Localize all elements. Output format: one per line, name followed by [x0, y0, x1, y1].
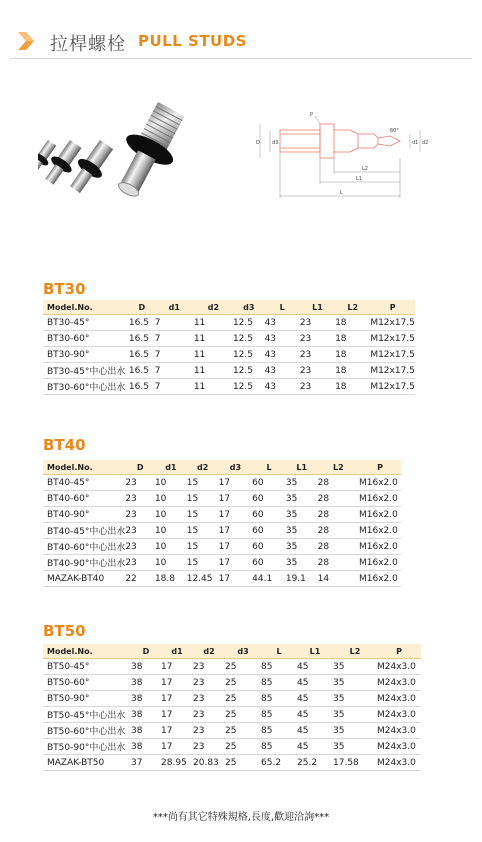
spec-cell: M16x2.0: [359, 555, 401, 571]
dim-label-d1: d1: [412, 140, 419, 146]
spec-cell: 43: [265, 347, 300, 363]
column-header: d1: [155, 300, 194, 315]
spec-cell: 12.5: [233, 363, 265, 379]
model-cell: BT50-90°: [43, 691, 131, 707]
spec-cell: 25: [225, 707, 261, 723]
spec-cell: 23: [193, 707, 225, 723]
spec-cell: M24x3.0: [377, 691, 421, 707]
spec-cell: 28: [318, 523, 359, 539]
spec-cell: 45: [297, 723, 333, 739]
spec-cell: 17.58: [333, 755, 377, 771]
dim-label-D: D: [256, 140, 260, 146]
spec-cell: 11: [194, 347, 233, 363]
spec-cell: 11: [194, 379, 233, 395]
spec-cell: 43: [265, 331, 300, 347]
spec-cell: 23: [300, 363, 335, 379]
dim-label-P: P: [310, 112, 314, 118]
spec-cell: 60: [252, 523, 286, 539]
bt40-spec-table: [43, 460, 401, 587]
column-header: Model.No.: [43, 300, 129, 315]
dim-label-L2: L2: [362, 166, 368, 172]
spec-cell: 17: [219, 571, 253, 587]
spec-cell: 18.8: [155, 571, 187, 587]
spec-cell: 18: [335, 379, 370, 395]
spec-cell: 12.5: [233, 379, 265, 395]
spec-cell: 43: [265, 315, 300, 331]
spec-cell: 65.2: [261, 755, 297, 771]
spec-cell: 23: [193, 723, 225, 739]
spec-cell: 45: [297, 739, 333, 755]
spec-cell: 35: [333, 675, 377, 691]
spec-cell: 35: [333, 707, 377, 723]
spec-cell: 17: [219, 555, 253, 571]
table-header-row: [43, 644, 421, 659]
spec-cell: 11: [194, 331, 233, 347]
spec-cell: 38: [131, 659, 161, 675]
spec-cell: 15: [187, 539, 219, 555]
spec-cell: 25: [225, 755, 261, 771]
model-cell: BT50-45°: [43, 659, 131, 675]
spec-cell: 10: [155, 523, 187, 539]
spec-cell: 18: [335, 347, 370, 363]
spec-cell: 12.5: [233, 315, 265, 331]
table-row: [43, 491, 401, 507]
column-header: Model.No.: [43, 644, 131, 659]
spec-cell: M16x2.0: [359, 507, 401, 523]
model-cell: BT30-60°中心出水: [43, 379, 129, 395]
spec-cell: 60: [252, 507, 286, 523]
spec-cell: M12x17.5: [370, 363, 415, 379]
spec-cell: M12x17.5: [370, 379, 415, 395]
table-header-row: [43, 300, 415, 315]
spec-cell: 11: [194, 363, 233, 379]
spec-cell: 16.5: [129, 347, 155, 363]
spec-cell: 17: [161, 691, 193, 707]
column-header: L1: [300, 300, 335, 315]
spec-cell: 28.95: [161, 755, 193, 771]
spec-cell: 38: [131, 723, 161, 739]
spec-cell: 10: [155, 475, 187, 491]
table-header-row: [43, 460, 401, 475]
spec-cell: 85: [261, 659, 297, 675]
table-row: [43, 675, 421, 691]
spec-cell: 7: [155, 379, 194, 395]
table-row: [43, 475, 401, 491]
spec-cell: 18: [335, 315, 370, 331]
spec-cell: 45: [297, 707, 333, 723]
table-row: [43, 315, 415, 331]
spec-cell: 17: [161, 739, 193, 755]
spec-cell: 12.45: [187, 571, 219, 587]
spec-cell: M24x3.0: [377, 675, 421, 691]
table-row: [43, 723, 421, 739]
table-row: [43, 571, 401, 587]
footer-note: ***尚有其它特殊規格,長度,歡迎洽詢***: [152, 812, 330, 823]
page-title-en: PULL STUDS: [138, 32, 247, 50]
spec-cell: 38: [131, 707, 161, 723]
spec-cell: 10: [155, 539, 187, 555]
spec-cell: 16.5: [129, 331, 155, 347]
spec-cell: 23: [125, 491, 155, 507]
spec-cell: 25: [225, 659, 261, 675]
spec-cell: 28: [318, 555, 359, 571]
spec-cell: 25.2: [297, 755, 333, 771]
column-header: P: [377, 644, 421, 659]
table-row: [43, 539, 401, 555]
model-cell: BT40-45°: [43, 475, 125, 491]
spec-cell: 16.5: [129, 379, 155, 395]
spec-cell: 44.1: [252, 571, 286, 587]
spec-cell: M24x3.0: [377, 723, 421, 739]
spec-cell: 45: [297, 691, 333, 707]
column-header: L1: [297, 644, 333, 659]
header-divider: [10, 58, 472, 59]
column-header: d1: [161, 644, 193, 659]
pull-stud-technical-drawing: [250, 110, 450, 210]
spec-cell: M12x17.5: [370, 315, 415, 331]
spec-cell: 35: [286, 555, 318, 571]
spec-cell: 15: [187, 491, 219, 507]
column-header: P: [359, 460, 401, 475]
model-cell: BT30-90°: [43, 347, 129, 363]
spec-cell: 23: [125, 555, 155, 571]
spec-cell: M12x17.5: [370, 347, 415, 363]
spec-cell: 35: [286, 507, 318, 523]
spec-cell: 14: [318, 571, 359, 587]
spec-cell: 7: [155, 315, 194, 331]
spec-cell: 35: [286, 475, 318, 491]
spec-cell: 23: [125, 507, 155, 523]
spec-cell: 45: [297, 675, 333, 691]
spec-cell: 7: [155, 363, 194, 379]
model-cell: BT30-45°中心出水: [43, 363, 129, 379]
spec-cell: M16x2.0: [359, 475, 401, 491]
model-cell: BT50-90°中心出水: [43, 739, 131, 755]
model-cell: BT30-45°: [43, 315, 129, 331]
spec-cell: 23: [193, 739, 225, 755]
spec-cell: 85: [261, 707, 297, 723]
spec-cell: 16.5: [129, 315, 155, 331]
table-row: [43, 523, 401, 539]
spec-cell: 15: [187, 507, 219, 523]
spec-cell: 45: [297, 659, 333, 675]
spec-cell: 60: [252, 475, 286, 491]
dim-label-angle: 60°: [390, 128, 399, 134]
spec-cell: 37: [131, 755, 161, 771]
table-row: [43, 739, 421, 755]
spec-cell: 38: [131, 691, 161, 707]
column-header: L: [265, 300, 300, 315]
model-cell: BT50-60°: [43, 675, 131, 691]
column-header: L: [261, 644, 297, 659]
model-cell: BT40-90°: [43, 507, 125, 523]
spec-cell: 23: [300, 315, 335, 331]
spec-cell: 7: [155, 331, 194, 347]
spec-cell: 15: [187, 475, 219, 491]
spec-cell: 28: [318, 491, 359, 507]
spec-cell: 60: [252, 491, 286, 507]
spec-cell: 28: [318, 475, 359, 491]
table-row: [43, 331, 415, 347]
spec-cell: M16x2.0: [359, 523, 401, 539]
spec-cell: M16x2.0: [359, 539, 401, 555]
column-header: d2: [193, 644, 225, 659]
spec-cell: M24x3.0: [377, 659, 421, 675]
spec-cell: M24x3.0: [377, 739, 421, 755]
spec-cell: 35: [286, 491, 318, 507]
spec-cell: 17: [219, 523, 253, 539]
spec-cell: 20.83: [193, 755, 225, 771]
spec-cell: 17: [219, 475, 253, 491]
spec-cell: 25: [225, 723, 261, 739]
table-row: [43, 507, 401, 523]
spec-cell: M16x2.0: [359, 571, 401, 587]
model-cell: BT30-60°: [43, 331, 129, 347]
model-cell: BT40-90°中心出水: [43, 555, 125, 571]
table-row: [43, 347, 415, 363]
spec-cell: 17: [161, 659, 193, 675]
table-row: [43, 659, 421, 675]
spec-cell: 17: [161, 675, 193, 691]
spec-cell: 18: [335, 331, 370, 347]
column-header: d3: [233, 300, 265, 315]
chevron-right-icon: [14, 30, 36, 52]
column-header: d3: [219, 460, 253, 475]
spec-cell: 17: [219, 539, 253, 555]
spec-cell: 10: [155, 507, 187, 523]
column-header: L2: [318, 460, 359, 475]
spec-cell: 18: [335, 363, 370, 379]
spec-cell: M16x2.0: [359, 491, 401, 507]
table-row: [43, 379, 415, 395]
column-header: Model.No.: [43, 460, 125, 475]
table-body: [43, 475, 401, 587]
model-cell: MAZAK-BT40: [43, 571, 125, 587]
spec-cell: M24x3.0: [377, 755, 421, 771]
spec-cell: 35: [333, 723, 377, 739]
spec-cell: 23: [300, 331, 335, 347]
spec-cell: 85: [261, 723, 297, 739]
spec-cell: 7: [155, 347, 194, 363]
spec-cell: 23: [300, 347, 335, 363]
spec-cell: 43: [265, 363, 300, 379]
spec-cell: 25: [225, 691, 261, 707]
spec-cell: 10: [155, 491, 187, 507]
spec-cell: 19.1: [286, 571, 318, 587]
model-cell: BT40-60°中心出水: [43, 539, 125, 555]
column-header: D: [125, 460, 155, 475]
spec-cell: 11: [194, 315, 233, 331]
spec-cell: 60: [252, 555, 286, 571]
section-title-bt30: BT30: [43, 280, 86, 298]
spec-cell: 17: [161, 707, 193, 723]
column-header: L2: [333, 644, 377, 659]
table-row: [43, 691, 421, 707]
spec-cell: 15: [187, 523, 219, 539]
section-title-bt50: BT50: [43, 622, 86, 640]
column-header: L1: [286, 460, 318, 475]
spec-cell: 17: [219, 491, 253, 507]
spec-cell: 35: [286, 523, 318, 539]
column-header: L: [252, 460, 286, 475]
spec-cell: 85: [261, 691, 297, 707]
dim-label-L: L: [340, 190, 343, 196]
spec-cell: 17: [219, 507, 253, 523]
spec-cell: 35: [286, 539, 318, 555]
spec-cell: 10: [155, 555, 187, 571]
pull-studs-photo: [38, 100, 238, 210]
spec-cell: 28: [318, 507, 359, 523]
model-cell: MAZAK-BT50: [43, 755, 131, 771]
spec-cell: 23: [125, 523, 155, 539]
spec-cell: 25: [225, 675, 261, 691]
spec-cell: 43: [265, 379, 300, 395]
table-row: [43, 755, 421, 771]
spec-cell: 23: [193, 691, 225, 707]
spec-cell: 23: [125, 539, 155, 555]
page-header: [10, 28, 472, 58]
column-header: D: [129, 300, 155, 315]
dim-label-d3: d3: [272, 140, 279, 146]
spec-cell: 35: [333, 659, 377, 675]
model-cell: BT50-45°中心出水: [43, 707, 131, 723]
spec-cell: 16.5: [129, 363, 155, 379]
spec-cell: 85: [261, 675, 297, 691]
column-header: d2: [194, 300, 233, 315]
spec-cell: 28: [318, 539, 359, 555]
table-row: [43, 555, 401, 571]
model-cell: BT50-60°中心出水: [43, 723, 131, 739]
page-title-cn: 拉桿螺栓: [50, 34, 126, 55]
column-header: d2: [187, 460, 219, 475]
bt50-spec-table: [43, 644, 421, 771]
spec-cell: 15: [187, 555, 219, 571]
model-cell: BT40-60°: [43, 491, 125, 507]
spec-cell: 35: [333, 691, 377, 707]
spec-cell: 60: [252, 539, 286, 555]
spec-cell: M12x17.5: [370, 331, 415, 347]
spec-cell: 23: [193, 659, 225, 675]
spec-cell: 23: [300, 379, 335, 395]
bt30-spec-table: [43, 300, 415, 395]
dim-label-L1: L1: [356, 176, 362, 182]
model-cell: BT40-45°中心出水: [43, 523, 125, 539]
spec-cell: 12.5: [233, 347, 265, 363]
spec-cell: 12.5: [233, 331, 265, 347]
spec-cell: 35: [333, 739, 377, 755]
column-header: d3: [225, 644, 261, 659]
column-header: L2: [335, 300, 370, 315]
spec-cell: 23: [193, 675, 225, 691]
spec-cell: 17: [161, 723, 193, 739]
spec-cell: 23: [125, 475, 155, 491]
table-row: [43, 363, 415, 379]
spec-cell: 38: [131, 675, 161, 691]
section-title-bt40: BT40: [43, 436, 86, 454]
spec-cell: 22: [125, 571, 155, 587]
spec-cell: 25: [225, 739, 261, 755]
table-body: [43, 315, 415, 395]
table-row: [43, 707, 421, 723]
spec-cell: 85: [261, 739, 297, 755]
spec-cell: M24x3.0: [377, 707, 421, 723]
column-header: D: [131, 644, 161, 659]
column-header: d1: [155, 460, 187, 475]
column-header: P: [370, 300, 415, 315]
table-body: [43, 659, 421, 771]
dim-label-d2: d2: [422, 140, 429, 146]
spec-cell: 38: [131, 739, 161, 755]
